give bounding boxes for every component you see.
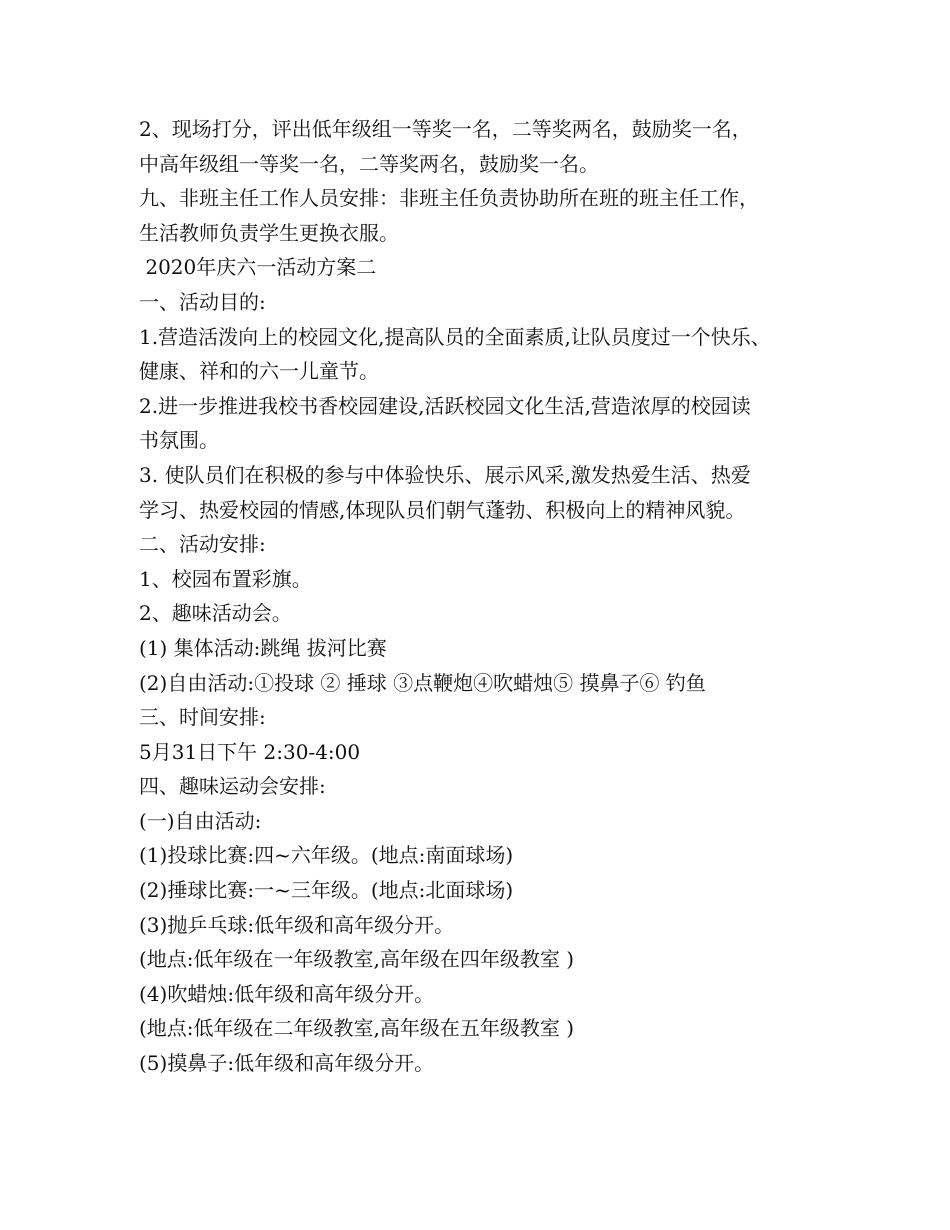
text-line: (地点:低年级在二年级教室,高年级在五年级教室 ) [139,1016,575,1041]
text-line: 生活教师负责学生更换衣服。 [139,220,399,245]
text-line: (3)抛乒乓球:低年级和高年级分开。 [139,912,455,937]
text-line: 2、现场打分，评出低年级组一等奖一名，二等奖两名，鼓励奖一名， [139,117,752,141]
text-line: (1) 集体活动:跳绳 拔河比赛 [139,635,387,660]
text-line: 2.进一步推进我校书香校园建设,活跃校园文化生活,营造浓厚的校园读 [139,393,751,418]
section-heading: 二、活动安排: [139,532,266,557]
text-line: (地点:低年级在一年级教室,高年级在四年级教室 ) [139,947,575,972]
text-line: (1)投球比赛:四~六年级。(地点:南面球场) [139,843,514,868]
document-body [139,112,839,1081]
text-line: (5)摸鼻子:低年级和高年级分开。 [139,1051,435,1076]
text-line: 2、趣味活动会。 [139,601,292,626]
text-line: (一)自由活动: [139,808,262,833]
text-line: 1、校园布置彩旗。 [139,566,312,591]
section-heading: 一、活动目的: [139,289,266,314]
section-heading: 九、非班主任工作人员安排：非班主任负责协助所在班的班主任工作， [139,186,759,211]
text-line: 书氛围。 [139,428,219,453]
text-line: (4)吹蜡烛:低年级和高年级分开。 [139,981,435,1006]
text-line: 1.营造活泼向上的校园文化,提高队员的全面素质,让队员度过一个快乐、 [139,324,771,349]
text-line: 3. 使队员们在积极的参与中体验快乐、展示风采,激发热爱生活、热爱 [139,462,751,487]
text-line: (2)自由活动:①投球 ② 捶球 ③点鞭炮④吹蜡烛⑤ 摸鼻子⑥ 钓鱼 [139,670,706,695]
text-line: 健康、祥和的六一儿童节。 [139,359,379,384]
text-line: 5月31日下午 2:30-4:00 [139,739,361,764]
section-heading: 四、趣味运动会安排: [139,774,326,799]
text-line: 中高年级组一等奖一名，二等奖两名，鼓励奖一名。 [139,151,599,176]
document-title: 2020年庆六一活动方案二 [139,255,377,280]
text-line: (2)捶球比赛:一~三年级。(地点:北面球场) [139,878,514,903]
section-heading: 三、时间安排: [139,705,266,730]
text-line: 学习、热爱校园的情感,体现队员们朝气蓬勃、积极向上的精神风貌。 [139,497,746,522]
